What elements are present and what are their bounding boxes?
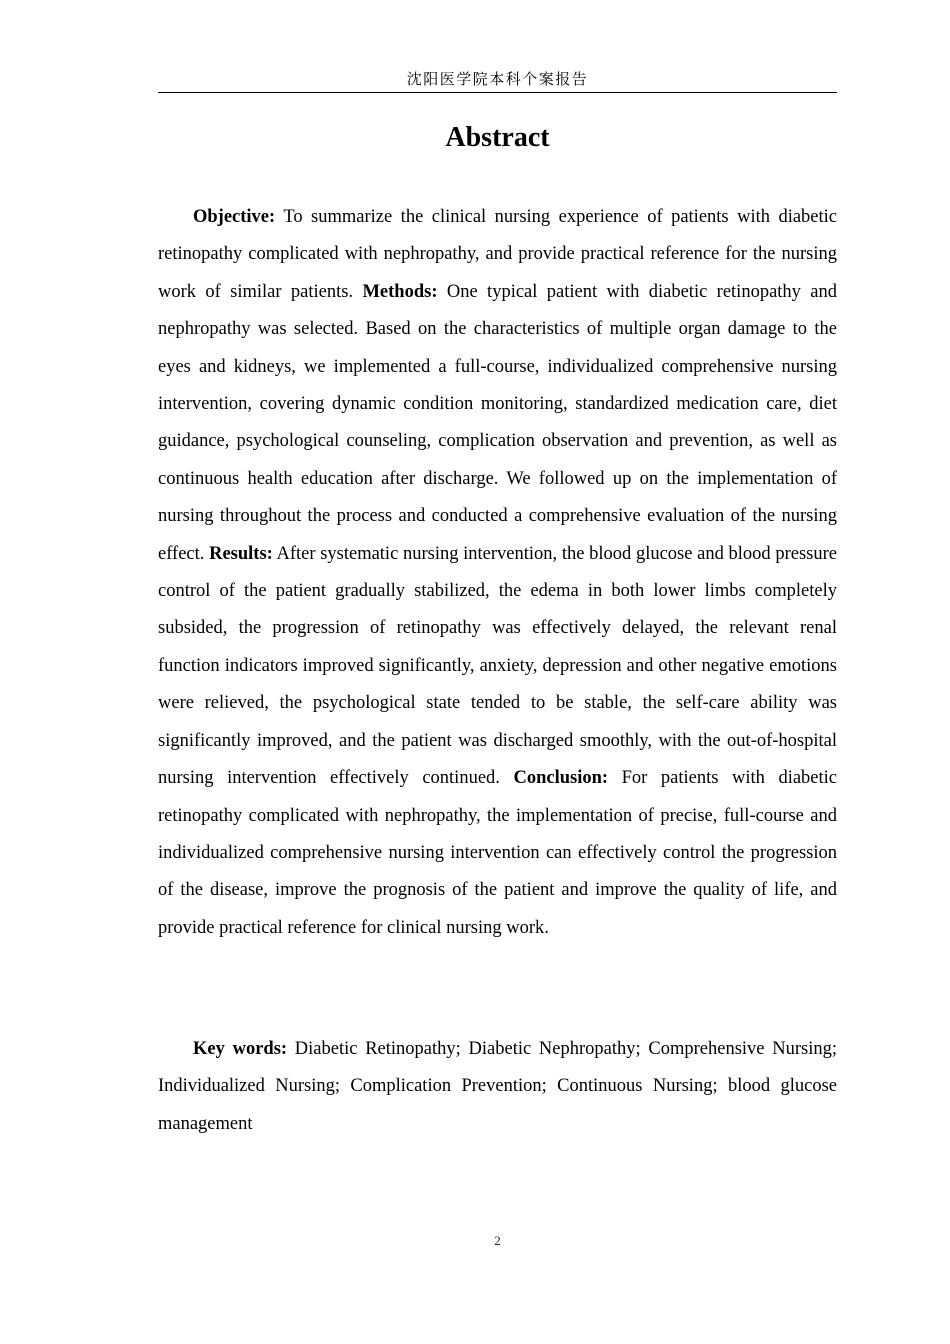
conclusion-text: For patients with diabetic retinopathy complicated with nephropathy, the implementation of precise, full-course and individualized comprehensive nursing intervention can effectively control the progression of the disease, improve the prognosis of the patient and improve the quality of life, and provide practical reference for clinical nursing work. bbox=[158, 768, 837, 938]
page-header: 沈阳医学院本科个案报告 bbox=[158, 66, 837, 93]
keywords-paragraph bbox=[158, 1031, 837, 1143]
page-number: 2 bbox=[494, 1233, 501, 1248]
methods-label: Methods: bbox=[362, 281, 438, 302]
objective-text: To summarize the clinical nursing experience of patients with diabetic retinopathy complicated with nephropathy, and provide practical reference for the nursing work of similar patients. bbox=[158, 207, 837, 302]
keywords-label: Key words: bbox=[193, 1039, 288, 1059]
results-text: After systematic nursing intervention, the blood glucose and blood pressure control of the patient gradually stabilized, the edema in both lower limbs completely subsided, the progression of retinopathy was effectively delayed, the relevant renal function indicators improved significantly, anxiety, depression and other negative emotions were relieved, the psychological state tended to be stable, the self-care ability was significantly improved, and the patient was discharged smoothly, with the out-of-hospital nursing intervention effectively continued. bbox=[158, 543, 837, 789]
results-label: Results: bbox=[209, 543, 273, 564]
conclusion-label: Conclusion: bbox=[513, 768, 609, 789]
abstract-paragraph bbox=[158, 199, 837, 947]
keywords-text: Diabetic Retinopathy; Diabetic Nephropathy; Comprehensive Nursing; Individualized Nursing; Complication Prevention; Continuous Nursing; blood glucose management bbox=[158, 1039, 837, 1134]
abstract-title: Abstract bbox=[445, 122, 550, 153]
methods-text: One typical patient with diabetic retinopathy and nephropathy was selected. Based on the characteristics of multiple organ damage to the eyes and kidneys, we implemented a full-course, individualized comprehensive nursing intervention, covering dynamic condition monitoring, standardized medication care, diet guidance, psychological counseling, complication observation and prevention, as well as continuous health education after discharge. We followed up on the implementation of nursing throughout the process and conducted a comprehensive evaluation of the nursing effect. bbox=[158, 281, 837, 564]
objective-label: Objective: bbox=[193, 207, 276, 227]
